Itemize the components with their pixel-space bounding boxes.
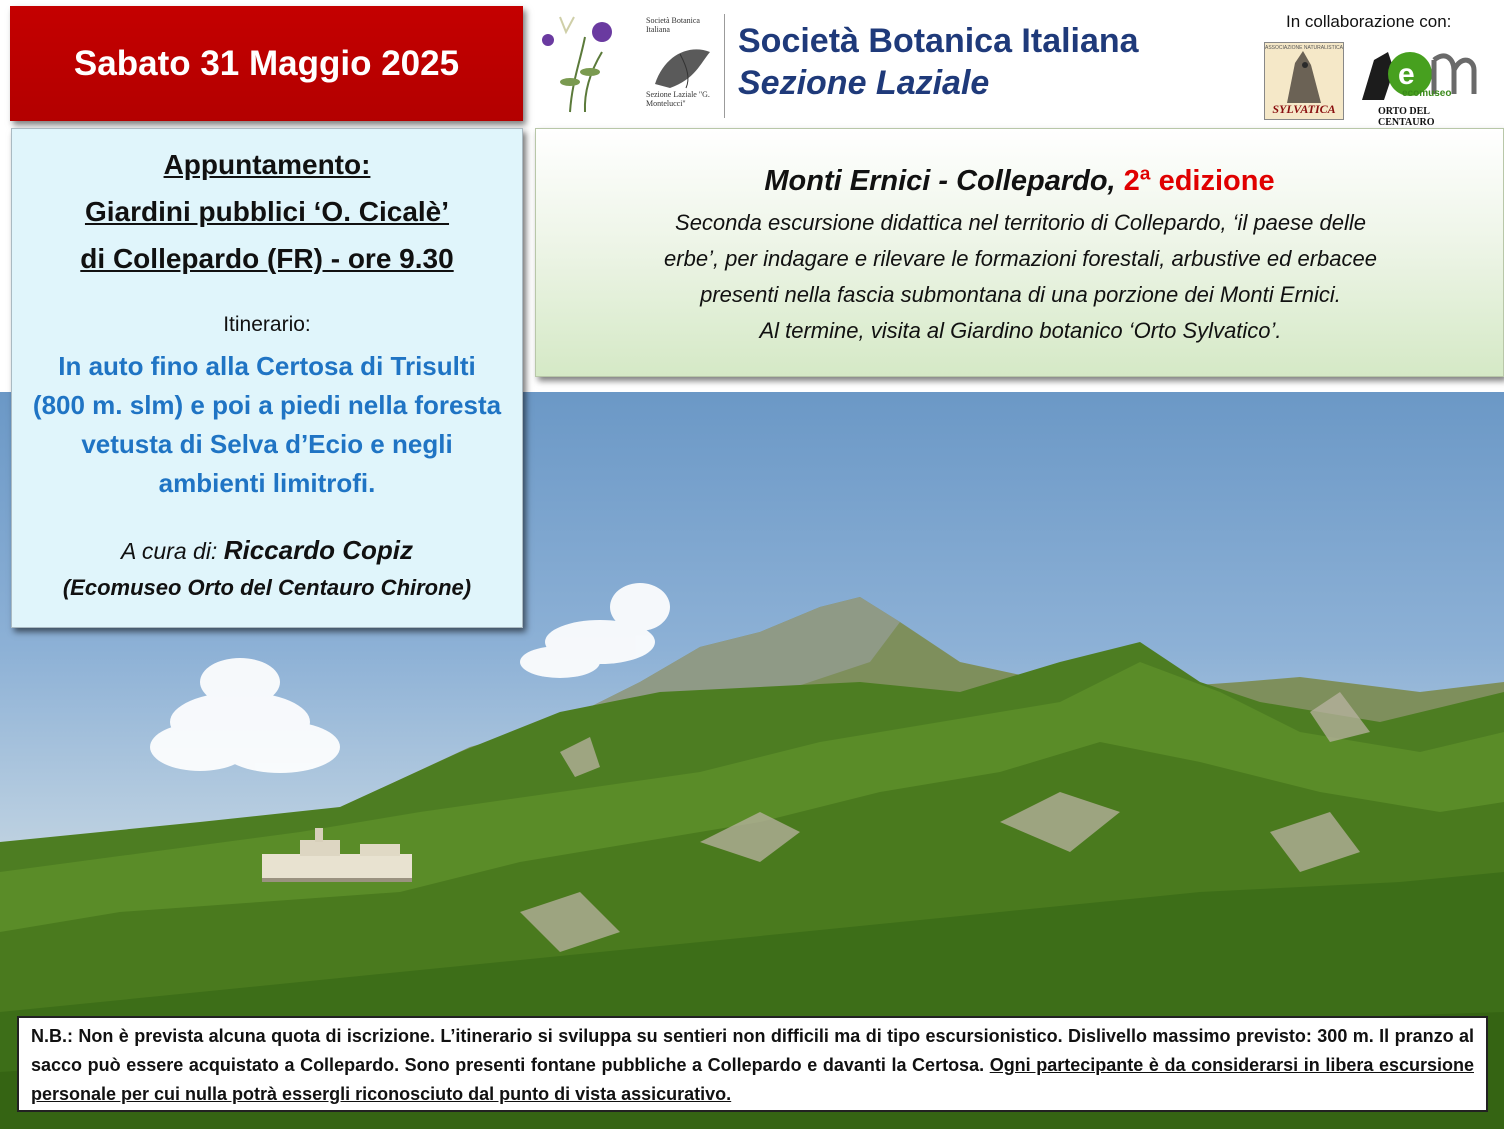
ecomuseo-name: ORTO DEL CENTAURO [1378, 106, 1435, 128]
appointment-heading: Appuntamento: [163, 149, 371, 180]
appointment-panel [11, 128, 523, 628]
note-insurance-text: Ogni partecipante è da considerarsi in libera escursione personale per cui nulla potrà essergli riconosciuto dal punto di vista assicurativo. [31, 1055, 1474, 1104]
notes-box [17, 1016, 1488, 1112]
description-panel [535, 128, 1504, 377]
sylvatica-name: SYLVATICA [1272, 102, 1336, 116]
curator-line [12, 535, 522, 566]
curator-label: A cura di: [121, 538, 218, 564]
event-date: Sabato 31 Maggio 2025 [73, 43, 460, 83]
sbi-section-logo [640, 14, 725, 118]
ecomuseo-label: ecomuseo [1402, 88, 1452, 99]
logo-sbi-text: Società Botanica Italiana [646, 16, 700, 34]
svg-text:e: e [1398, 58, 1415, 91]
description-line: Seconda escursione didattica nel territorio di Collepardo, ‘il paese delle [675, 210, 1366, 235]
curator-organization: (Ecomuseo Orto del Centauro Chirone) [62, 575, 472, 600]
appointment-heading-block [12, 141, 522, 282]
sylvatica-logo [1264, 42, 1344, 120]
description-text [556, 205, 1485, 349]
description-title [536, 165, 1503, 198]
appointment-town-time: di Collepardo (FR) - ore 9.30 [80, 243, 454, 274]
org-line1: Società Botanica Italiana [738, 22, 1139, 60]
description-line: presenti nella fascia submontana di una porzione dei Monti Ernici. [700, 282, 1341, 307]
itinerary-label: Itinerario: [223, 313, 311, 336]
date-banner [10, 6, 523, 121]
sylvatica-top-text: ASSOCIAZIONE NATURALISTICA [1265, 45, 1343, 51]
collaboration-label: In collaborazione con: [1286, 12, 1452, 31]
botanical-flower-logo [540, 12, 632, 117]
description-line: Al termine, visita al Giardino botanico ‘Orto Sylvatico’. [759, 318, 1282, 343]
curator-name: Riccardo Copiz [223, 535, 413, 565]
ecomuseo-logo [1354, 40, 1482, 128]
description-line: erbe’, per indagare e rilevare le formazioni forestali, arbustive ed erbacee [664, 246, 1377, 271]
description-title-text: Monti Ernici - Collepardo, [764, 165, 1116, 197]
organization-name [738, 20, 1139, 104]
org-line2: Sezione Laziale [738, 64, 990, 102]
edition-label: 2ª edizione [1123, 165, 1275, 197]
itinerary-text: In auto fino alla Certosa di Trisulti (800 m. slm) e poi a piedi nella foresta vetusta di Selva d’Ecio e negli ambienti limitrofi. [32, 351, 502, 498]
logo-sbi-subtext: Sezione Laziale "G. Montelucci" [646, 90, 710, 108]
note-text: N.B.: Non è prevista alcuna quota di iscrizione. L’itinerario si sviluppa su sentieri non difficili ma di tipo escursionistico. Dislivello massimo previsto: 300 m. Il pranzo al sacco può essere acquistato a Collepardo. Sono presenti fontane pubbliche a Collepardo e davanti la Certosa. [31, 1026, 1474, 1075]
appointment-place: Giardini pubblici ‘O. Cicalè’ [84, 196, 450, 227]
